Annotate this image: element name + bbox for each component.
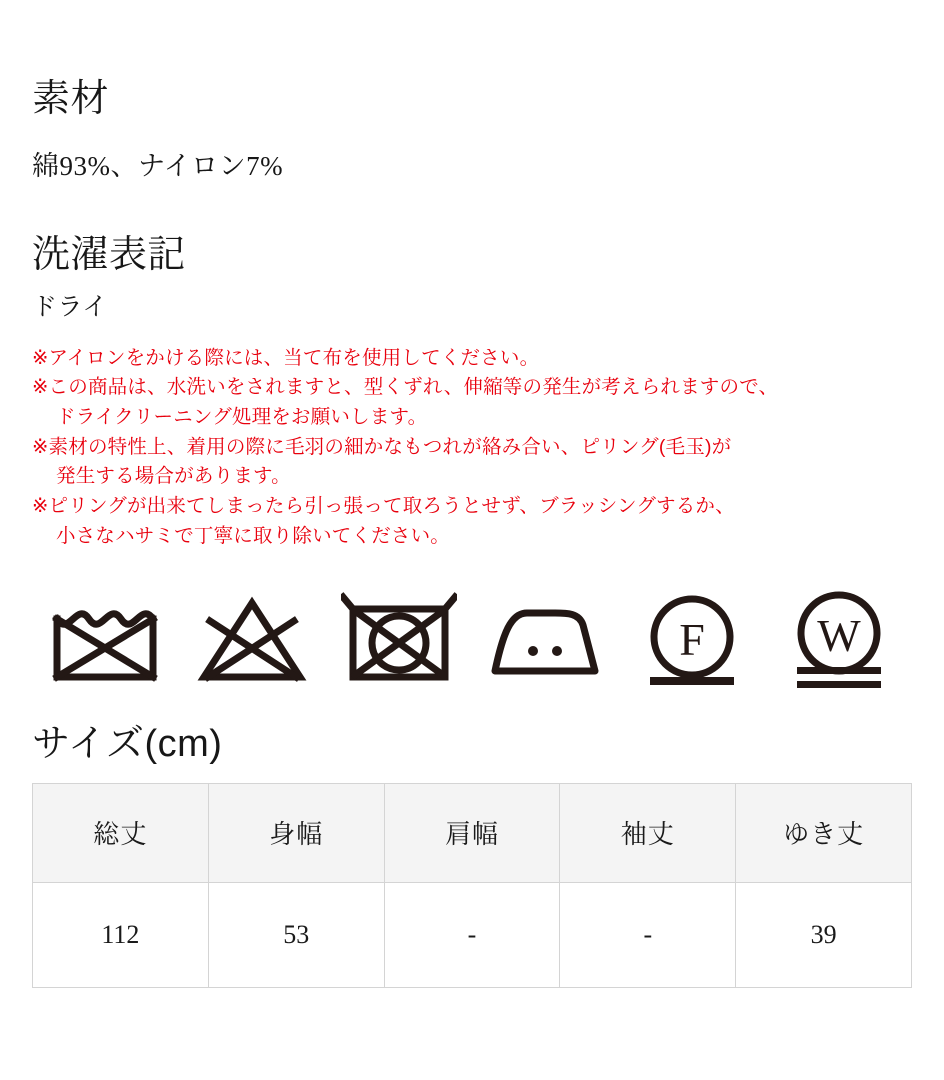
washing-note: ドライクリーニング処理をお願いします。 bbox=[56, 406, 428, 429]
size-heading: サイズ(cm) bbox=[32, 723, 223, 766]
size-cell: 112 bbox=[33, 882, 209, 987]
washing-note: ※この商品は、水洗いをされますと、型くずれ、伸縮等の発生が考えられますので、 bbox=[32, 376, 779, 399]
washing-note: ※素材の特性上、着用の際に毛羽の細かなもつれが絡み合い、ピリング(毛玉)が bbox=[32, 435, 732, 458]
size-cell: 53 bbox=[208, 882, 384, 987]
size-cell: - bbox=[560, 882, 736, 987]
material-heading: 素材 bbox=[32, 78, 110, 120]
svg-text:W: W bbox=[816, 610, 861, 662]
size-column-header: 総丈 bbox=[33, 783, 209, 882]
dry-clean-f-icon bbox=[619, 585, 766, 697]
size-column-header: 身幅 bbox=[208, 783, 384, 882]
dry-clean-w-icon bbox=[765, 585, 912, 697]
size-column-header: 袖丈 bbox=[560, 783, 736, 882]
table-row bbox=[33, 882, 912, 987]
no-tumble-dry-icon bbox=[325, 585, 472, 697]
care-symbols bbox=[32, 585, 912, 697]
washing-section bbox=[32, 234, 912, 697]
washing-method: ドライ bbox=[32, 292, 108, 321]
no-bleach-icon bbox=[179, 585, 326, 697]
size-cell: - bbox=[384, 882, 560, 987]
washing-note: 発生する場合があります。 bbox=[56, 465, 291, 488]
size-column-header: ゆき丈 bbox=[736, 783, 912, 882]
washing-heading: 洗濯表記 bbox=[32, 234, 187, 277]
material-value: 綿93%、ナイロン7% bbox=[32, 150, 284, 181]
iron-low-icon bbox=[472, 585, 619, 697]
size-cell: 39 bbox=[736, 882, 912, 987]
table-header-row bbox=[33, 783, 912, 882]
washing-note: ※アイロンをかける際には、当て布を使用してください。 bbox=[32, 346, 540, 369]
svg-text:F: F bbox=[679, 614, 705, 666]
washing-note: 小さなハサミで丁寧に取り除いてください。 bbox=[56, 524, 451, 547]
washing-note: ※ピリングが出来てしまったら引っ張って取ろうとせず、ブラッシングするか、 bbox=[32, 494, 735, 517]
size-column-header: 肩幅 bbox=[384, 783, 560, 882]
no-machine-wash-icon bbox=[32, 585, 179, 697]
washing-notes bbox=[32, 344, 912, 551]
size-table bbox=[32, 783, 912, 988]
